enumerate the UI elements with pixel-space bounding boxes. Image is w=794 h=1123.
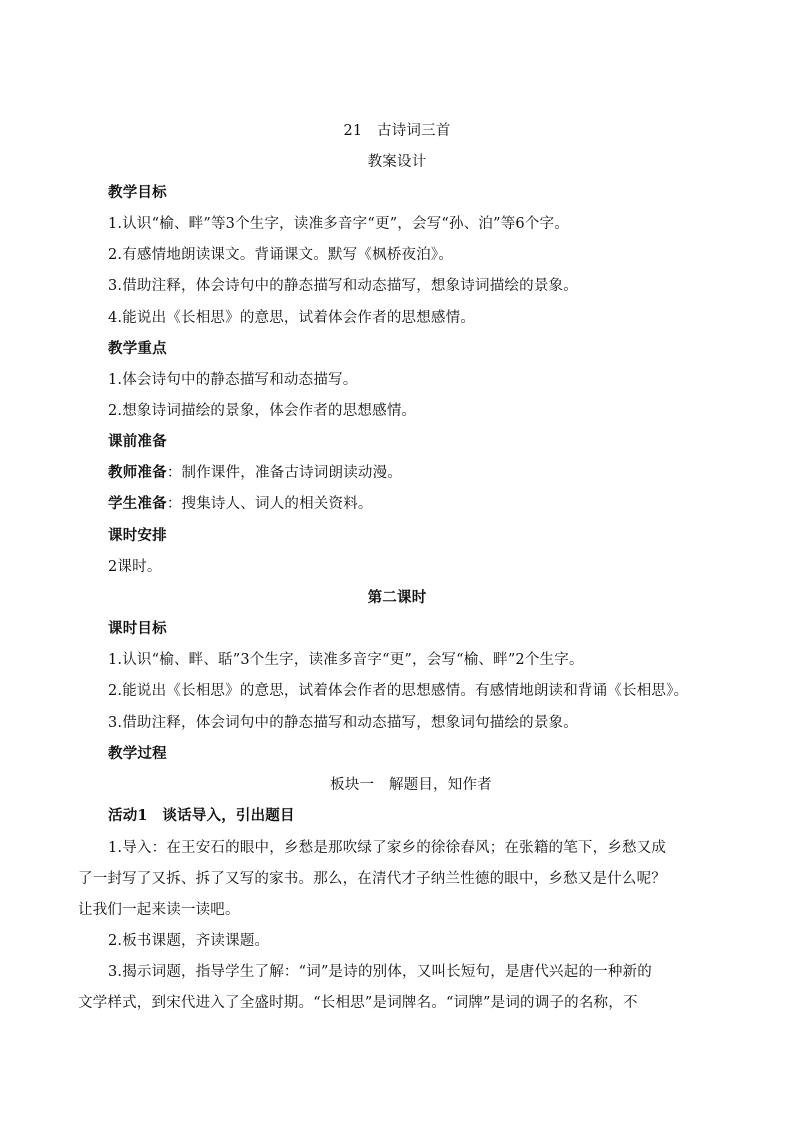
- teacher-prep-text: ：制作课件，准备古诗词朗读动漫。: [166, 465, 403, 481]
- lesson-goal: 3.借助注释，体会词句中的静态描写和动态描写，想象词句描绘的景象。: [108, 715, 578, 731]
- student-prep-label: 学生准备: [108, 495, 167, 512]
- process-heading: 教学过程: [108, 745, 167, 762]
- lesson-goal: 2.能说出《长相思》的意思，试着体会作者的思想感情。有感情地朗读和背诵《长相思》。: [108, 683, 689, 699]
- goal-item: 4.能说出《长相思》的意思，试着体会作者的思想感情。: [108, 310, 476, 326]
- schedule-text: 2课时。: [108, 559, 162, 575]
- para2: 2.板书课题，齐读课题。: [108, 933, 270, 949]
- schedule-heading: 课时安排: [108, 527, 167, 544]
- lesson-heading: 第二课时: [367, 589, 427, 606]
- para1-line1: 1.导入：在王安石的眼中，乡愁是那吹绿了家乡的徐徐春风；在张籍的笔下，乡愁又成: [108, 840, 667, 856]
- teacher-prep: [108, 463, 402, 483]
- goal-item: 2.有感情地朗读课文。背诵课文。默写《枫桥夜泊》。: [108, 247, 454, 263]
- para1-line3: 让我们一起来读一读吧。: [78, 902, 240, 918]
- page-title: 21 古诗词三首: [343, 123, 451, 139]
- teacher-prep-label: 教师准备: [108, 464, 167, 481]
- key-point: 1.体会诗句中的静态描写和动态描写。: [108, 372, 358, 388]
- goal-item: 3.借助注释，体会诗句中的静态描写和动态描写，想象诗词描绘的景象。: [108, 278, 578, 294]
- lesson-goals-heading: 课时目标: [108, 620, 167, 637]
- prep-heading: 课前准备: [108, 433, 167, 450]
- activity-heading: 活动1 谈话导入，引出题目: [108, 807, 295, 824]
- key-point: 2.想象诗词描绘的景象，体会作者的思想感情。: [108, 403, 417, 419]
- goal-item: 1.认识“榆、畔”等3个生字，读准多音字“更”，会写“孙、泊”等6个字。: [108, 216, 569, 232]
- student-prep-text: ：搜集诗人、词人的相关资料。: [166, 496, 373, 512]
- page-subtitle: 教案设计: [367, 154, 427, 170]
- para3-line1: 3.揭示词题，指导学生了解：“词”是诗的别体，又叫长短句，是唐代兴起的一种新的: [108, 964, 652, 980]
- key-heading: 教学重点: [108, 340, 167, 357]
- para3-line2: 文学样式，到宋代进入了全盛时期。“长相思”是词牌名。“词牌”是词的调子的名称，不: [78, 995, 638, 1011]
- para1-line2: 了一封写了又拆、拆了又写的家书。那么，在清代才子纳兰性德的眼中，乡愁又是什么呢？: [78, 871, 666, 887]
- lesson-goal: 1.认识“榆、畔、聒”3个生字，读准多音字“更”，会写“榆、畔”2个生字。: [108, 652, 584, 668]
- section-heading: 板块一 解题目，知作者: [330, 777, 492, 793]
- goals-heading: 教学目标: [108, 184, 167, 201]
- student-prep: [108, 494, 373, 514]
